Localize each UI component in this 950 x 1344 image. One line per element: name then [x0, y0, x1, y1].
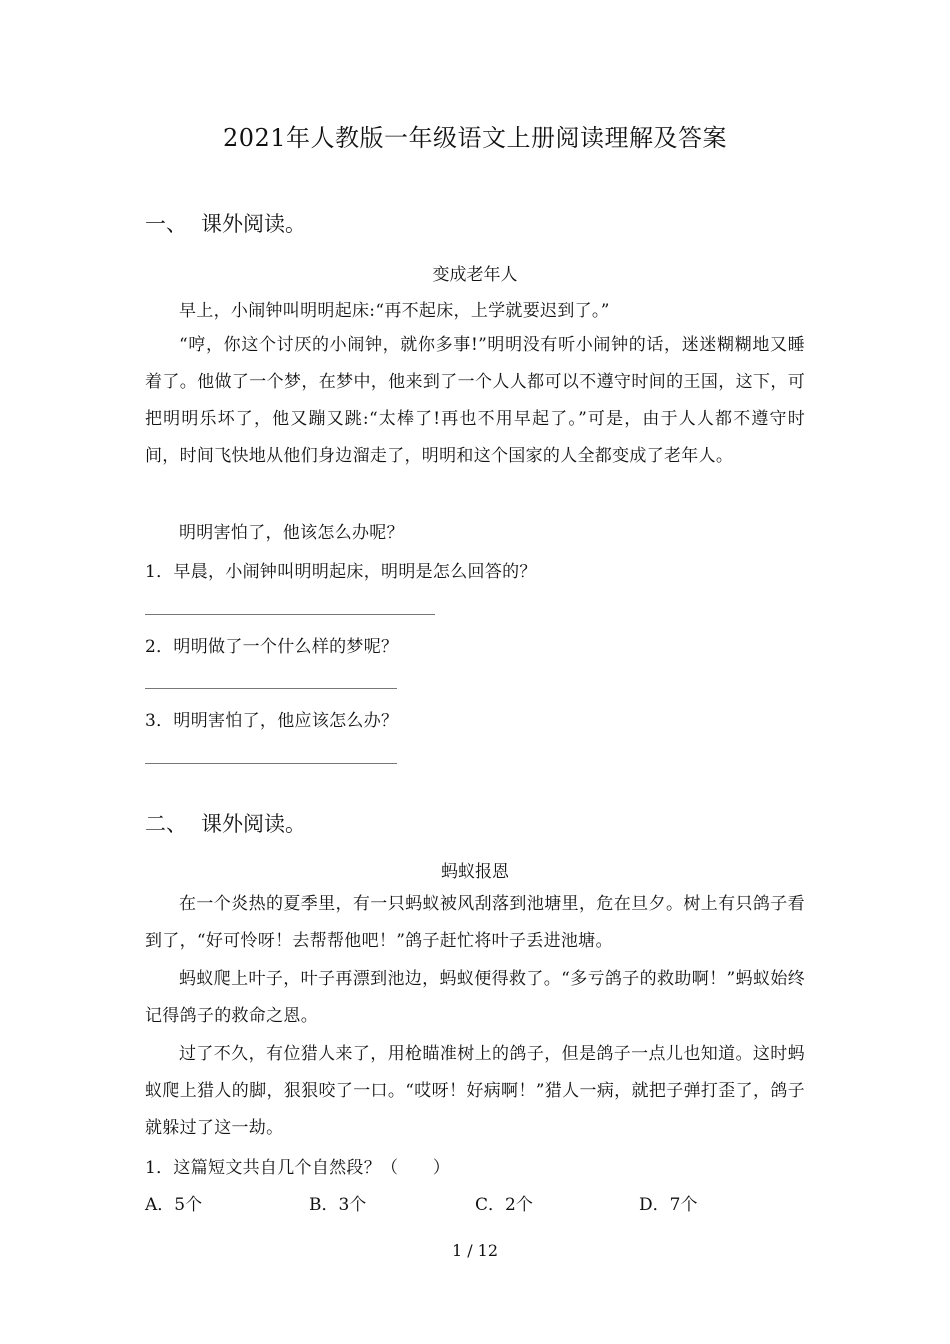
question-2-1: 1．这篇短文共自几个自然段？（ ）	[145, 1158, 451, 1178]
option-c[interactable]: C．2个	[475, 1195, 533, 1215]
story-1-paragraph-1: 早上，小闹钟叫明明起床:“再不起床，上学就要迟到了。”	[179, 301, 610, 321]
document-title: 2021年人教版一年级语文上册阅读理解及答案	[222, 124, 728, 152]
story-1-paragraph-2: “哼，你这个讨厌的小闹钟，就你多事!”明明没有听小闹钟的话，迷迷糊糊地又睡着了。他做了一个梦，在梦中，他来到了一个人人都可以不遵守时间的王国，这下，可把明明乐坏了，他又蹦又跳:“太棒了!再也不用早起了。”可是，由于人人都不遵守时间，时间飞快地从他们身边溜走了，明明和这个国家的人全都变成了老年人。	[145, 335, 805, 466]
option-d[interactable]: D．7个	[639, 1195, 698, 1215]
story-2-title: 蚂蚁报恩	[441, 862, 509, 882]
section-1-heading	[145, 208, 306, 238]
section-1-number: 一、	[145, 212, 187, 236]
story-2-paragraph-2: 蚂蚁爬上叶子，叶子再漂到池边，蚂蚁便得救了。“多亏鸽子的救助啊！”蚂蚁始终记得鸽子的救命之恩。	[145, 969, 805, 1026]
section-2-number: 二、	[145, 812, 187, 836]
section-2-heading-text: 课外阅读。	[201, 812, 306, 836]
answer-line-1-2[interactable]	[145, 688, 397, 689]
story-2-paragraph-1: 在一个炎热的夏季里，有一只蚂蚁被风刮落到池塘里，危在旦夕。树上有只鸽子看到了，“好可怜呀！去帮帮他吧！”鸽子赶忙将叶子丢进池塘。	[145, 894, 805, 951]
story-2-paragraph-3: 过了不久，有位猎人来了，用枪瞄准树上的鸽子，但是鸽子一点儿也知道。这时蚂蚁爬上猎人的脚，狠狠咬了一口。“哎呀！好病啊！”猎人一病，就把子弹打歪了，鸽子就躲过了这一劫。	[145, 1044, 805, 1138]
answer-line-1-3[interactable]	[145, 763, 397, 764]
question-1-3: 3．明明害怕了，他应该怎么办？	[145, 711, 399, 731]
answer-options	[145, 1190, 805, 1218]
section-1-heading-text: 课外阅读。	[201, 212, 306, 236]
option-b[interactable]: B．3个	[309, 1195, 367, 1215]
story-1-title: 变成老年人	[432, 265, 518, 285]
section-2-heading	[145, 808, 306, 838]
story-1-paragraph-3: 明明害怕了，他该怎么办呢？	[179, 523, 404, 543]
answer-line-1-1[interactable]	[145, 614, 435, 615]
question-1-1: 1．早晨，小闹钟叫明明起床，明明是怎么回答的？	[145, 562, 537, 582]
page-number: 1 / 12	[451, 1241, 499, 1260]
question-1-2: 2．明明做了一个什么样的梦呢？	[145, 637, 399, 657]
option-a[interactable]: A．5个	[145, 1195, 203, 1215]
